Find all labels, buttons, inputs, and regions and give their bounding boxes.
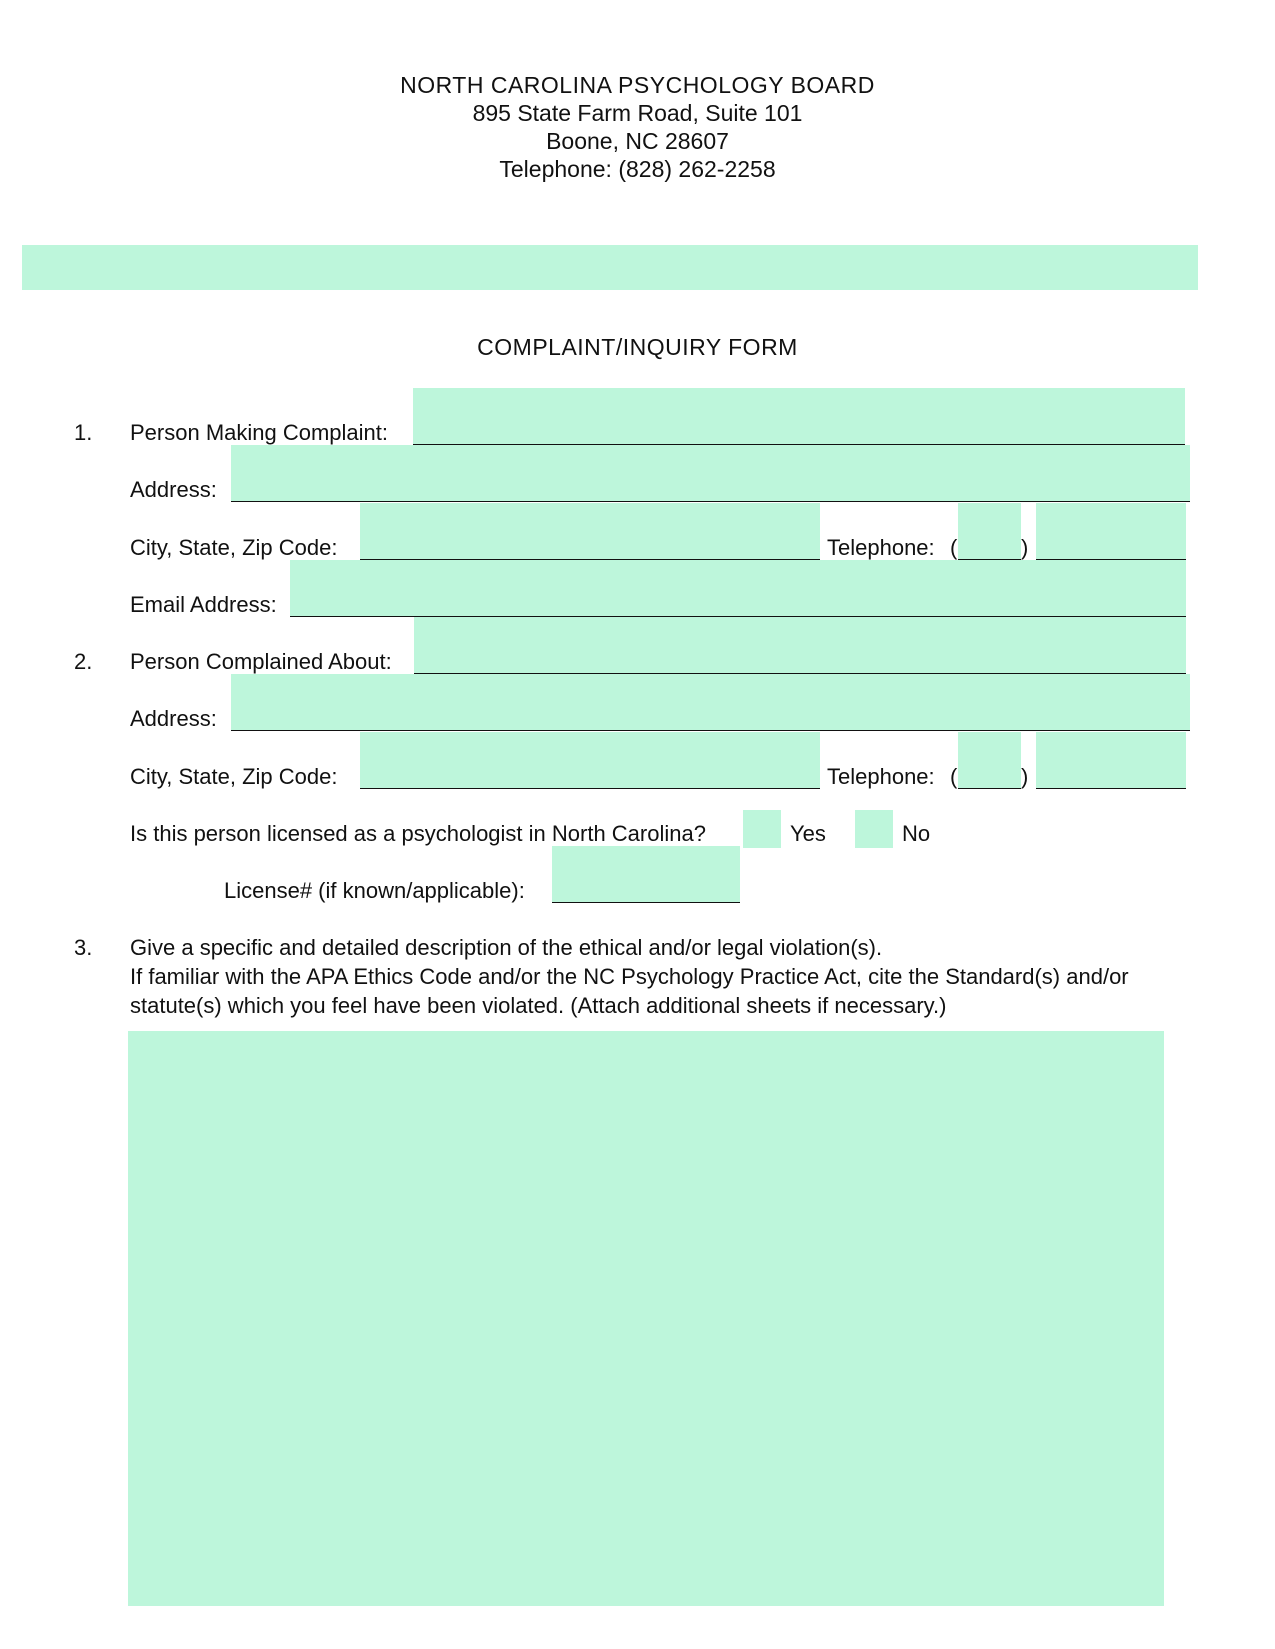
complainant-telephone-label: Telephone: — [827, 535, 935, 560]
complainant-email-label: Email Address: — [130, 592, 277, 617]
respondent-phone-underline — [1036, 788, 1186, 789]
section3-line2: If familiar with the APA Ethics Code and/or the NC Psychology Practice Act, cite the Standard(s) and/or — [130, 964, 1129, 989]
top-banner-field[interactable] — [22, 245, 1198, 290]
form-title: COMPLAINT/INQUIRY FORM — [477, 334, 798, 360]
respondent-city-field[interactable] — [360, 732, 820, 788]
section1-number: 1. — [74, 420, 93, 445]
complainant-area-close-paren: ) — [1021, 535, 1029, 560]
board-city: Boone, NC 28607 — [546, 128, 729, 154]
respondent-telephone-label: Telephone: — [827, 764, 935, 789]
complainant-city-field[interactable] — [360, 503, 820, 559]
complainant-phone-field[interactable] — [1036, 503, 1186, 559]
board-street: 895 State Farm Road, Suite 101 — [472, 100, 803, 126]
section3-number: 3. — [74, 935, 93, 960]
board-name: NORTH CAROLINA PSYCHOLOGY BOARD — [400, 72, 875, 98]
license-number-underline — [552, 902, 740, 903]
respondent-name-label: Person Complained About: — [130, 649, 392, 674]
respondent-name-field[interactable] — [414, 617, 1186, 673]
complainant-address-label: Address: — [130, 477, 217, 502]
board-phone: Telephone: (828) 262-2258 — [499, 156, 776, 182]
licensed-no-label: No — [902, 821, 931, 846]
licensed-yes-label: Yes — [790, 821, 826, 846]
licensed-question: Is this person licensed as a psychologist in North Carolina? — [130, 821, 706, 846]
complainant-email-field[interactable] — [290, 560, 1186, 616]
respondent-address-label: Address: — [130, 706, 217, 731]
respondent-area-close-paren: ) — [1021, 764, 1029, 789]
respondent-city-label: City, State, Zip Code: — [130, 764, 338, 789]
licensed-no-checkbox[interactable] — [855, 810, 893, 848]
complainant-area-open-paren: ( — [950, 535, 958, 560]
respondent-area-code-field[interactable] — [958, 732, 1021, 788]
respondent-phone-field[interactable] — [1036, 732, 1186, 788]
complainant-city-label: City, State, Zip Code: — [130, 535, 338, 560]
respondent-area-open-paren: ( — [950, 764, 958, 789]
violation-description-field[interactable] — [128, 1031, 1164, 1606]
complainant-address-field[interactable] — [231, 445, 1190, 501]
license-number-field[interactable] — [552, 846, 740, 902]
complainant-address-underline — [231, 501, 1190, 502]
section2-number: 2. — [74, 649, 93, 674]
licensed-yes-checkbox[interactable] — [743, 810, 781, 848]
respondent-city-underline — [360, 788, 820, 789]
complainant-name-label: Person Making Complaint: — [130, 420, 389, 445]
complainant-area-code-field[interactable] — [958, 503, 1021, 559]
complainant-name-field[interactable] — [413, 388, 1185, 444]
respondent-area-underline — [958, 788, 1021, 789]
respondent-address-field[interactable] — [231, 674, 1190, 730]
section3-line3: statute(s) which you feel have been violated. (Attach additional sheets if necessary.) — [130, 993, 947, 1018]
section3-line1: Give a specific and detailed description of the ethical and/or legal violation(s). — [130, 935, 883, 960]
license-number-label: License# (if known/applicable): — [224, 878, 525, 903]
respondent-address-underline — [231, 730, 1190, 731]
